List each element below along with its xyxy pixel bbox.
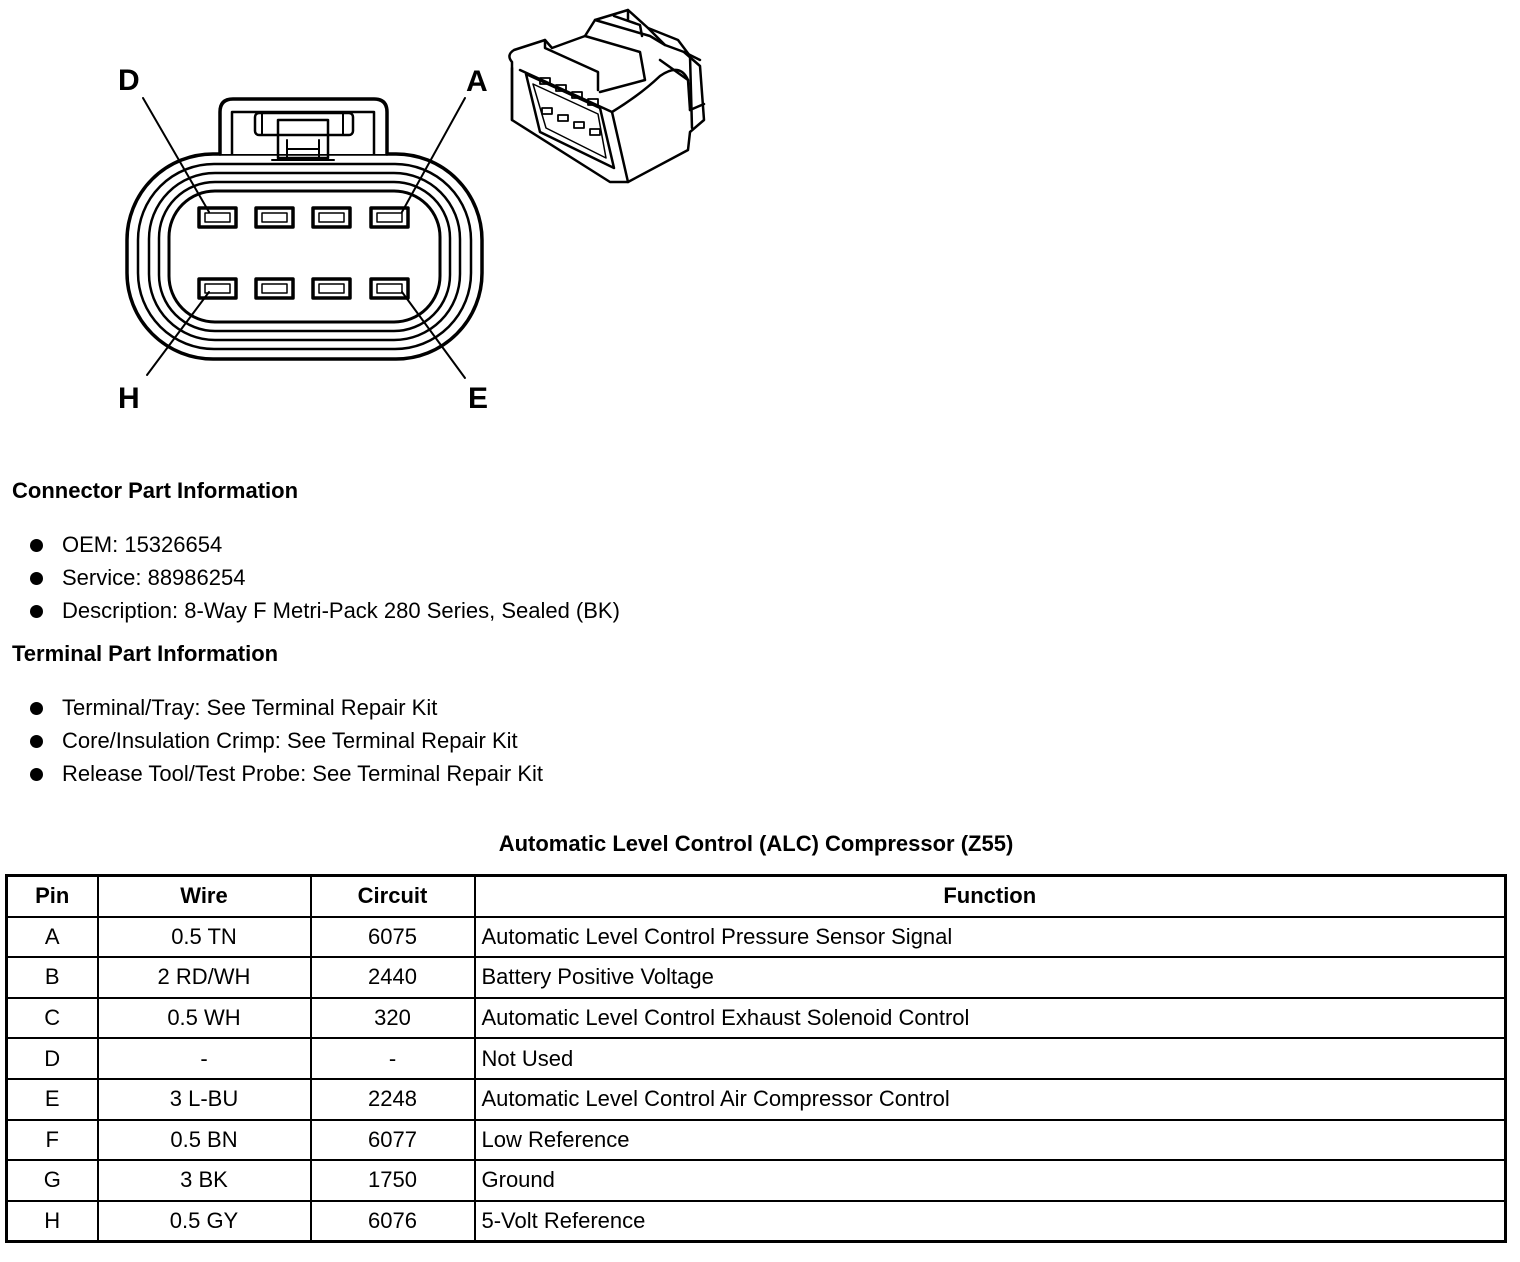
locking-tab <box>220 99 387 160</box>
circuit-cell: 2440 <box>311 957 475 998</box>
pin-cell: E <box>7 1079 98 1120</box>
table-row <box>7 998 1506 1039</box>
function-cell: Not Used <box>475 1038 1506 1079</box>
wire-cell: 0.5 TN <box>98 917 311 958</box>
wire-cell: 0.5 BN <box>98 1120 311 1161</box>
column-header-wire: Wire <box>98 876 311 917</box>
wire-cell: 2 RD/WH <box>98 957 311 998</box>
connector-diagram <box>0 0 720 430</box>
bullet-icon <box>30 605 43 618</box>
pin-cell: C <box>7 998 98 1039</box>
function-cell: Automatic Level Control Air Compressor Control <box>475 1079 1506 1120</box>
list-item: Release Tool/Test Probe: See Terminal Repair Kit <box>0 760 543 793</box>
terminal-part-info-heading: Terminal Part Information <box>12 641 279 666</box>
pinout-table <box>5 874 1507 1243</box>
list-item: Service: 88986254 <box>0 564 620 597</box>
bullet-icon <box>30 572 43 585</box>
pin-cell: H <box>7 1201 98 1242</box>
table-title: Automatic Level Control (ALC) Compressor (Z55) <box>498 831 1014 856</box>
table-row <box>7 1160 1506 1201</box>
circuit-cell: 6076 <box>311 1201 475 1242</box>
column-header-function: Function <box>475 876 1506 917</box>
pin-cell: B <box>7 957 98 998</box>
function-cell: Ground <box>475 1160 1506 1201</box>
wire-cell: 3 L-BU <box>98 1079 311 1120</box>
wire-cell: 0.5 WH <box>98 998 311 1039</box>
table-row <box>7 1038 1506 1079</box>
pin-cell: A <box>7 917 98 958</box>
table-row <box>7 957 1506 998</box>
list-item: Terminal/Tray: See Terminal Repair Kit <box>0 694 543 727</box>
list-item: Core/Insulation Crimp: See Terminal Repair Kit <box>0 727 543 760</box>
pin-label-h: H <box>118 382 140 415</box>
pin-cell: D <box>7 1038 98 1079</box>
bullet-icon <box>30 539 43 552</box>
column-header-pin: Pin <box>7 876 98 917</box>
wire-cell: 0.5 GY <box>98 1201 311 1242</box>
circuit-cell: 320 <box>311 998 475 1039</box>
connector-part-info-heading: Connector Part Information <box>12 478 299 503</box>
table-row <box>7 1120 1506 1161</box>
bullet-icon <box>30 702 43 715</box>
table-header-row <box>7 876 1506 917</box>
column-header-circuit: Circuit <box>311 876 475 917</box>
table-row <box>7 1201 1506 1242</box>
table-row <box>7 1079 1506 1120</box>
circuit-cell: 2248 <box>311 1079 475 1120</box>
function-cell: Automatic Level Control Pressure Sensor Signal <box>475 917 1506 958</box>
wire-cell: - <box>98 1038 311 1079</box>
pin-cell: G <box>7 1160 98 1201</box>
circuit-cell: - <box>311 1038 475 1079</box>
list-item: Description: 8-Way F Metri-Pack 280 Series, Sealed (BK) <box>0 597 620 630</box>
terminal-part-info-list <box>0 694 543 793</box>
function-cell: Automatic Level Control Exhaust Solenoid Control <box>475 998 1506 1039</box>
bullet-icon <box>30 768 43 781</box>
circuit-cell: 6077 <box>311 1120 475 1161</box>
circuit-cell: 1750 <box>311 1160 475 1201</box>
circuit-cell: 6075 <box>311 917 475 958</box>
connector-part-info-list <box>0 531 620 630</box>
function-cell: 5-Volt Reference <box>475 1201 1506 1242</box>
connector-isometric-icon <box>509 10 704 182</box>
pin-cell: F <box>7 1120 98 1161</box>
function-cell: Battery Positive Voltage <box>475 957 1506 998</box>
pin-label-e: E <box>468 382 489 415</box>
list-item: OEM: 15326654 <box>0 531 620 564</box>
pin-label-d: D <box>118 64 140 97</box>
table-row <box>7 917 1506 958</box>
pin-label-a: A <box>466 65 488 98</box>
bullet-icon <box>30 735 43 748</box>
function-cell: Low Reference <box>475 1120 1506 1161</box>
wire-cell: 3 BK <box>98 1160 311 1201</box>
